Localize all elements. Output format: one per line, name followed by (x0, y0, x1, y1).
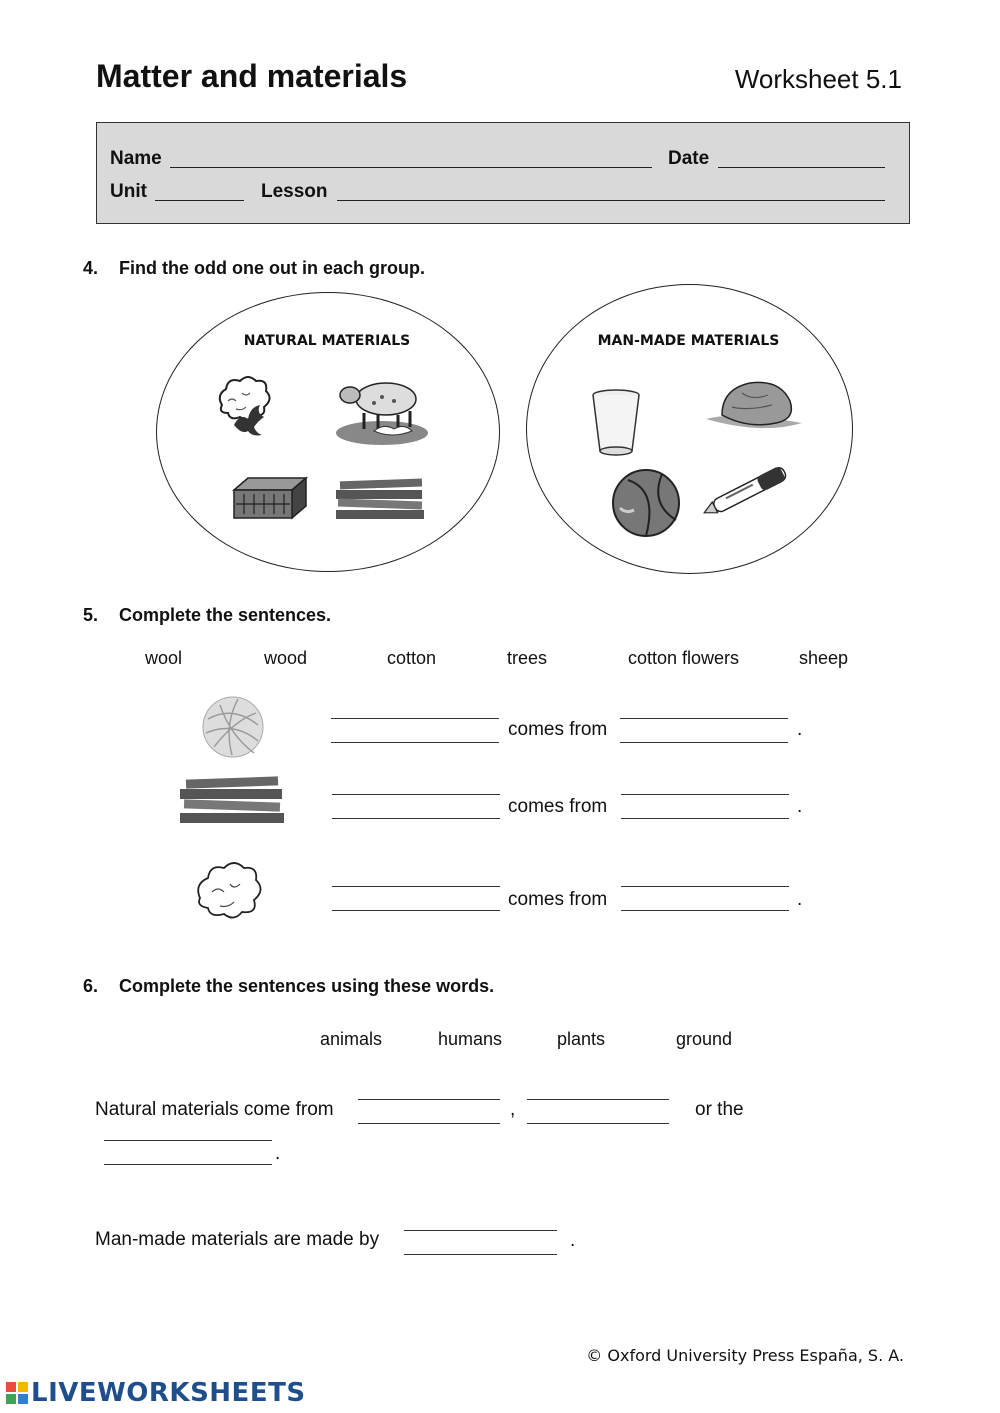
liveworksheets-logo[interactable] (6, 1378, 306, 1408)
answer-blank[interactable] (620, 718, 788, 719)
word-bank-item: ground (676, 1029, 733, 1049)
word-bank-item: cotton (387, 648, 437, 668)
cotton-plant-icon[interactable] (212, 375, 278, 437)
answer-blank[interactable] (527, 1123, 669, 1124)
date-label: Date (668, 148, 710, 169)
student-info-box (96, 122, 910, 224)
comes-from-text: comes from (508, 796, 608, 817)
answer-blank[interactable] (527, 1099, 669, 1100)
answer-blank[interactable] (358, 1123, 500, 1124)
word-bank-item: trees (507, 648, 548, 668)
answer-blank[interactable] (358, 1099, 500, 1100)
answer-blank[interactable] (331, 742, 499, 743)
q4-number: 4. (83, 258, 99, 278)
unit-field[interactable] (155, 182, 244, 201)
word-bank-item: wood (264, 648, 308, 668)
answer-blank[interactable] (332, 886, 500, 887)
answer-blank[interactable] (331, 718, 499, 719)
q6-number: 6. (83, 976, 99, 996)
name-field[interactable] (170, 149, 652, 168)
liveworksheets-icon (6, 1382, 28, 1404)
wool-ball-icon[interactable] (198, 695, 268, 761)
brick-icon[interactable] (230, 472, 310, 520)
sentence-period: . (797, 796, 803, 817)
wood-planks-icon[interactable] (334, 476, 426, 522)
comma: , (510, 1099, 516, 1120)
q6-title: Complete the sentences using these words. (119, 976, 495, 996)
manmade-materials-label: MAN-MADE MATERIALS (597, 333, 780, 349)
word-bank-item: plants (557, 1029, 606, 1049)
lesson-label: Lesson (261, 181, 328, 202)
pen-icon[interactable] (695, 464, 799, 518)
answer-blank[interactable] (621, 818, 789, 819)
copyright-notice: © Oxford University Press España, S. A. (586, 1346, 904, 1365)
sentence-natural-materials: Natural materials come from (95, 1099, 334, 1120)
comes-from-text: comes from (508, 719, 608, 740)
sentence-period: . (797, 889, 803, 910)
or-the-text: or the (695, 1099, 744, 1120)
answer-blank[interactable] (621, 794, 789, 795)
sentence-man-made-materials: Man-made materials are made by (95, 1229, 380, 1250)
answer-blank[interactable] (620, 742, 788, 743)
date-field[interactable] (718, 149, 885, 168)
glass-icon[interactable] (590, 387, 644, 459)
word-bank-item: humans (438, 1029, 503, 1049)
sheep-shearing-icon[interactable] (334, 375, 434, 447)
word-bank-item: cotton flowers (628, 648, 740, 668)
answer-blank[interactable] (104, 1164, 272, 1165)
word-bank-item: animals (320, 1029, 383, 1049)
ball-icon[interactable] (610, 468, 684, 538)
page-title: Matter and materials (96, 58, 408, 94)
sentence-period: . (797, 719, 803, 740)
q5-number: 5. (83, 605, 99, 625)
answer-blank[interactable] (621, 910, 789, 911)
word-bank-item: wool (145, 648, 183, 668)
unit-label: Unit (110, 181, 147, 202)
name-label: Name (110, 148, 162, 169)
q5-title: Complete the sentences. (119, 605, 332, 625)
sentence-period: . (275, 1143, 281, 1164)
lesson-field[interactable] (337, 182, 885, 201)
answer-blank[interactable] (621, 886, 789, 887)
answer-blank[interactable] (332, 910, 500, 911)
answer-blank[interactable] (332, 818, 500, 819)
answer-blank[interactable] (404, 1230, 557, 1231)
q4-title: Find the odd one out in each group. (119, 258, 425, 278)
worksheet-number: Worksheet 5.1 (734, 64, 902, 94)
answer-blank[interactable] (104, 1140, 272, 1141)
natural-materials-label: NATURAL MATERIALS (243, 333, 411, 349)
rock-icon[interactable] (702, 375, 806, 439)
wood-planks-icon[interactable] (178, 776, 286, 830)
answer-blank[interactable] (332, 794, 500, 795)
brand-name: LIVEWORKSHEETS (31, 1378, 306, 1408)
answer-blank[interactable] (404, 1254, 557, 1255)
sentence-period: . (570, 1230, 576, 1251)
comes-from-text: comes from (508, 889, 608, 910)
cotton-icon[interactable] (190, 858, 272, 938)
word-bank-item: sheep (799, 648, 849, 668)
